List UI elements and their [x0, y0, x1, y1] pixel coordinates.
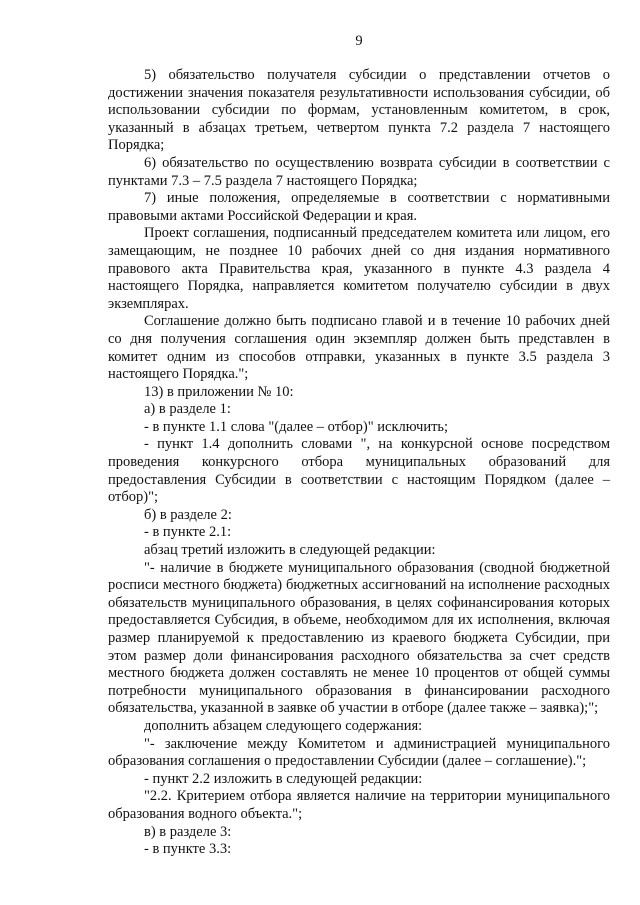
- paragraph-third-abzac: абзац третий изложить в следующей редакции:: [144, 542, 436, 559]
- paragraph-section-3: в) в разделе 3:: [144, 823, 232, 840]
- paragraph-item-1-1: - в пункте 1.1 слова "(далее – отбор)" исключить;: [144, 418, 449, 435]
- paragraph-item-2-2: - пункт 2.2 изложить в следующей редакции:: [144, 770, 423, 787]
- paragraph-agreement-condition: "- заключение между Комитетом и администрацией муниципального образования соглашения о предоставлении Субсидии (далее – соглашение).";: [108, 735, 610, 770]
- paragraph-add-abzac: дополнить абзацем следующего содержания:: [144, 717, 423, 734]
- paragraph-draft-agreement: Проект соглашения, подписанный председателем комитета или лицом, его замещающим, не позднее 10 рабочих дней со дня издания нормативного правового акта Правительства края, указанного в пункте 4.3 раздела 4 настоящего Порядка, направляется комитетом получателю субсидии в двух экземплярах.: [108, 225, 610, 312]
- paragraph-budget-condition: "- наличие в бюджете муниципального образования (сводной бюджетной росписи местного бюджета) бюджетных ассигнований на исполнение расходных обязательств муниципального образования, в целях софинансирования которых предоставляется Субсидия, в объеме, необходимом для их исполнения, включая размер планируемой к предоставлению из краевого бюджета Субсидии, при этом размер доли финансирования расходного обязательства за счет средств местного бюджета должен составлять не менее 10 процентов от общей суммы потребности муниципального образования в финансировании расходного обязательства, указанной в заявке об участии в отборе (далее также – заявка);";: [108, 559, 610, 717]
- paragraph-obligation-reports: 5) обязательство получателя субсидии о представлении отчетов о достижении значения показателя результативности использования субсидии, об использовании субсидии по формам, установленным комитетом, в срок, указанный в абзацах третьем, четвертом пункта 7.2 раздела 7 настоящего Порядка;: [108, 67, 610, 154]
- paragraph-section-2: б) в разделе 2:: [144, 506, 232, 523]
- document-page: [108, 32, 610, 859]
- paragraph-agreement-signing: Соглашение должно быть подписано главой и в течение 10 рабочих дней со дня получения соглашения один экземпляр должен быть представлен в комитет одним из способов отправки, указанных в пункте 3.5 раздела 3 настоящего Порядка.";: [108, 313, 610, 383]
- paragraph-appendix-10: 13) в приложении № 10:: [144, 383, 294, 400]
- paragraph-other-provisions: 7) иные положения, определяемые в соответствии с нормативными правовыми актами Российской Федерации и края.: [108, 190, 610, 224]
- paragraph-section-1: а) в разделе 1:: [144, 401, 231, 418]
- paragraph-item-2-1: - в пункте 2.1:: [144, 524, 232, 541]
- paragraph-selection-criterion: "2.2. Критерием отбора является наличие на территории муниципального образования водного объекта.";: [108, 788, 610, 822]
- document-body: [108, 67, 610, 859]
- paragraph-item-1-4: - пункт 1.4 дополнить словами ", на конкурсной основе посредством проведения конкурсного отбора муниципальных образований для предоставления Субсидии в соответствии с настоящим Порядком (далее – отбор)";: [108, 436, 610, 506]
- page-number: 9: [355, 33, 363, 49]
- paragraph-obligation-refund: 6) обязательство по осуществлению возврата субсидии в соответствии с пунктами 7.3 – 7.5 раздела 7 настоящего Порядка;: [108, 154, 610, 189]
- paragraph-item-3-3: - в пункте 3.3:: [144, 841, 232, 858]
